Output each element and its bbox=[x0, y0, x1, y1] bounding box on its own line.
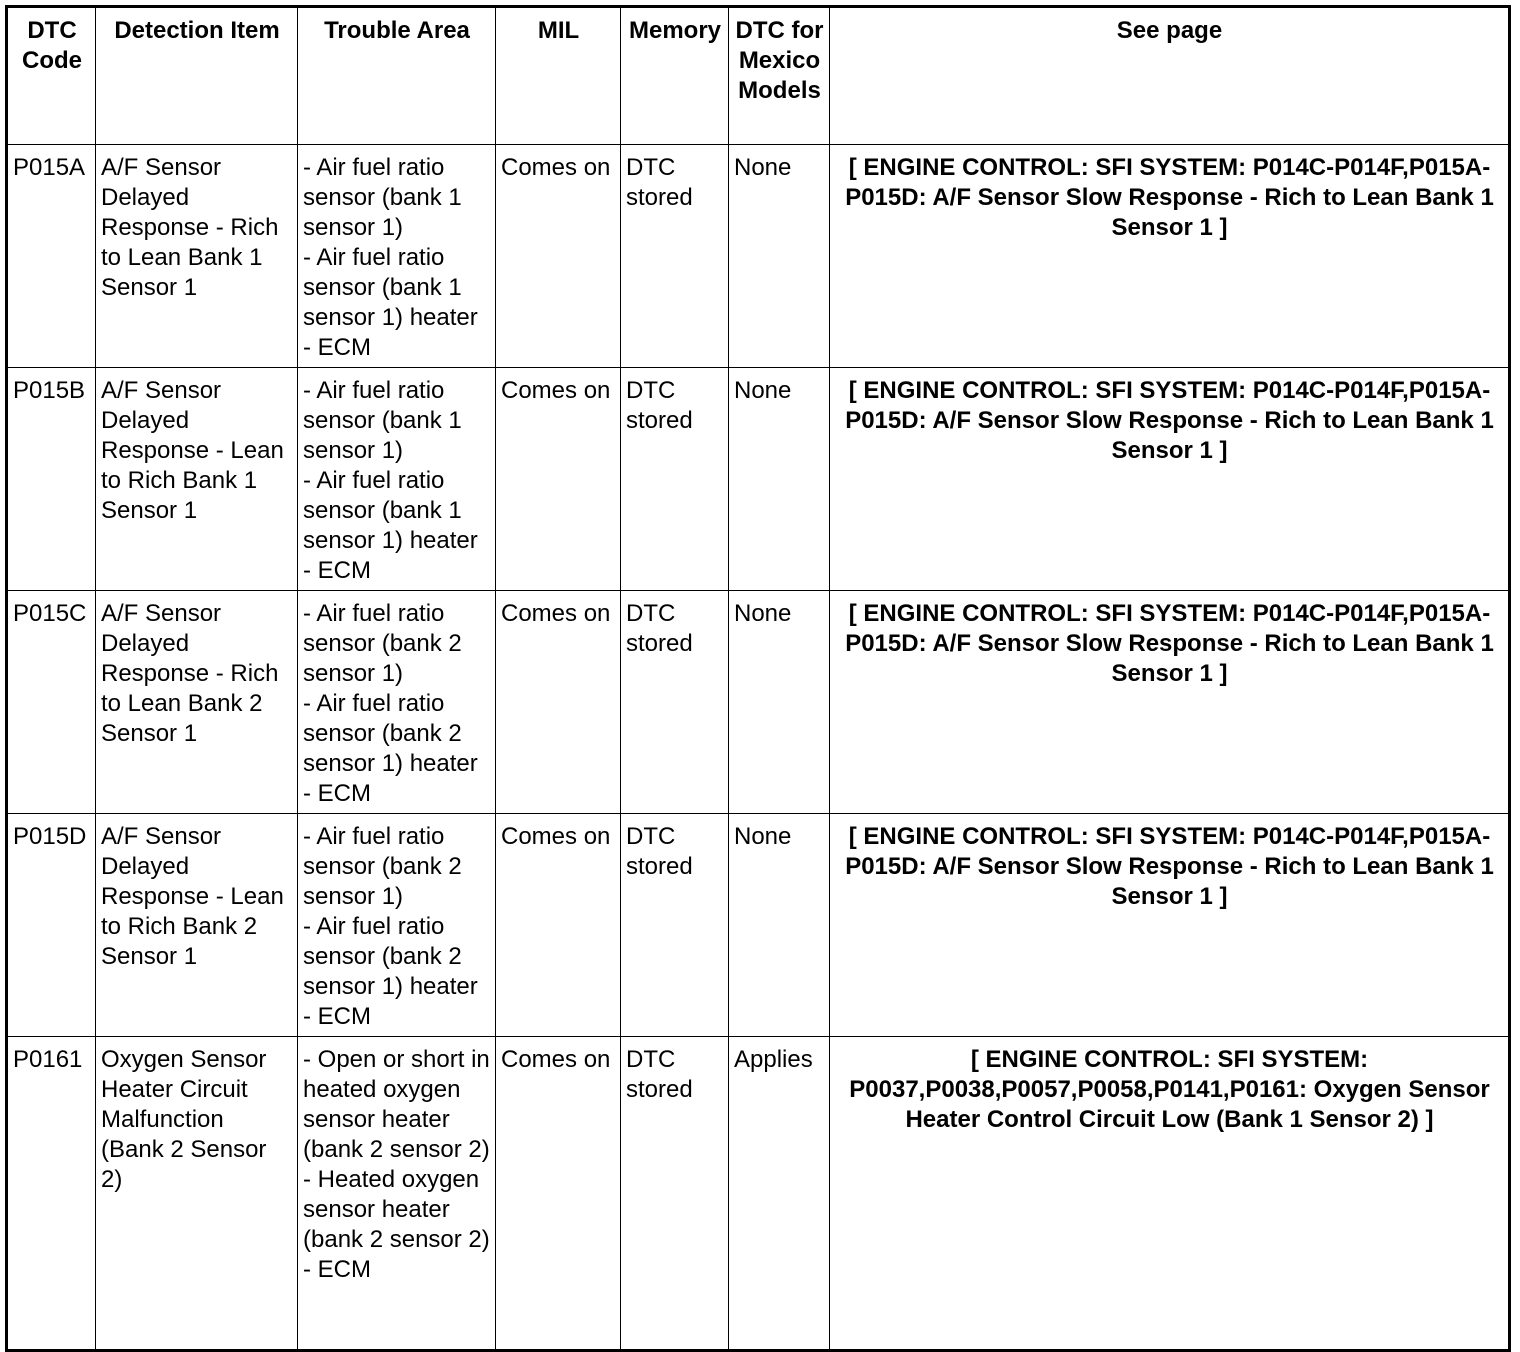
see-page-link[interactable]: [ ENGINE CONTROL: SFI SYSTEM: P014C-P014F,P015A-P015D: A/F Sensor Slow Response - Rich to Lean Bank 1 Sensor 1 ] bbox=[830, 591, 1510, 814]
see-page-link[interactable]: [ ENGINE CONTROL: SFI SYSTEM: P014C-P014F,P015A-P015D: A/F Sensor Slow Response - Rich to Lean Bank 1 Sensor 1 ] bbox=[830, 145, 1510, 368]
table-row bbox=[7, 145, 1510, 368]
mexico-cell: None bbox=[729, 591, 830, 814]
detection-item-cell: A/F Sensor Delayed Response - Lean to Rich Bank 2 Sensor 1 bbox=[96, 814, 298, 1037]
mexico-cell: None bbox=[729, 814, 830, 1037]
trouble-area-cell bbox=[298, 1037, 496, 1351]
dtc-table-wrapper bbox=[5, 5, 1511, 1352]
trouble-area-cell bbox=[298, 368, 496, 591]
detection-item-cell: Oxygen Sensor Heater Circuit Malfunction (Bank 2 Sensor 2) bbox=[96, 1037, 298, 1351]
memory-cell: DTC stored bbox=[621, 591, 729, 814]
dtc-code-cell: P015A bbox=[7, 145, 96, 368]
header-see-page: See page bbox=[830, 7, 1510, 145]
memory-cell: DTC stored bbox=[621, 145, 729, 368]
memory-cell: DTC stored bbox=[621, 368, 729, 591]
trouble-area-line: - Air fuel ratio sensor (bank 2 sensor 1) bbox=[303, 600, 462, 687]
trouble-area-line: - ECM bbox=[303, 780, 371, 807]
mexico-cell: None bbox=[729, 145, 830, 368]
header-detection-item: Detection Item bbox=[96, 7, 298, 145]
see-page-link[interactable]: [ ENGINE CONTROL: SFI SYSTEM: P014C-P014F,P015A-P015D: A/F Sensor Slow Response - Rich to Lean Bank 1 Sensor 1 ] bbox=[830, 814, 1510, 1037]
trouble-area-line: - Air fuel ratio sensor (bank 1 sensor 1) bbox=[303, 154, 462, 241]
table-header-row bbox=[7, 7, 1510, 145]
mil-cell: Comes on bbox=[496, 591, 621, 814]
trouble-area-line: - Open or short in heated oxygen sensor heater (bank 2 sensor 2) bbox=[303, 1046, 490, 1163]
detection-item-cell: A/F Sensor Delayed Response - Rich to Lean Bank 1 Sensor 1 bbox=[96, 145, 298, 368]
header-dtc-mexico: DTC for Mexico Models bbox=[729, 7, 830, 145]
mil-cell: Comes on bbox=[496, 145, 621, 368]
trouble-area-cell bbox=[298, 591, 496, 814]
dtc-code-cell: P015D bbox=[7, 814, 96, 1037]
table-row bbox=[7, 368, 1510, 591]
table-row bbox=[7, 814, 1510, 1037]
detection-item-cell: A/F Sensor Delayed Response - Lean to Rich Bank 1 Sensor 1 bbox=[96, 368, 298, 591]
trouble-area-line: - ECM bbox=[303, 1256, 371, 1283]
mexico-cell: None bbox=[729, 368, 830, 591]
trouble-area-line: - ECM bbox=[303, 1003, 371, 1030]
trouble-area-line: - Air fuel ratio sensor (bank 2 sensor 1) heater bbox=[303, 913, 478, 1000]
header-trouble-area: Trouble Area bbox=[298, 7, 496, 145]
trouble-area-line: - Air fuel ratio sensor (bank 1 sensor 1) heater bbox=[303, 244, 478, 331]
mil-cell: Comes on bbox=[496, 1037, 621, 1351]
trouble-area-cell bbox=[298, 145, 496, 368]
table-row bbox=[7, 591, 1510, 814]
see-page-link[interactable]: [ ENGINE CONTROL: SFI SYSTEM: P0037,P0038,P0057,P0058,P0141,P0161: Oxygen Sensor Heater Control Circuit Low (Bank 1 Sensor 2) ] bbox=[830, 1037, 1510, 1351]
trouble-area-line: - Heated oxygen sensor heater (bank 2 sensor 2) bbox=[303, 1166, 490, 1253]
memory-cell: DTC stored bbox=[621, 1037, 729, 1351]
dtc-code-cell: P0161 bbox=[7, 1037, 96, 1351]
header-dtc-code: DTC Code bbox=[7, 7, 96, 145]
memory-cell: DTC stored bbox=[621, 814, 729, 1037]
trouble-area-line: - Air fuel ratio sensor (bank 1 sensor 1) bbox=[303, 377, 462, 464]
mil-cell: Comes on bbox=[496, 368, 621, 591]
detection-item-cell: A/F Sensor Delayed Response - Rich to Lean Bank 2 Sensor 1 bbox=[96, 591, 298, 814]
trouble-area-line: - Air fuel ratio sensor (bank 2 sensor 1) bbox=[303, 823, 462, 910]
header-memory: Memory bbox=[621, 7, 729, 145]
mexico-cell: Applies bbox=[729, 1037, 830, 1351]
dtc-code-cell: P015C bbox=[7, 591, 96, 814]
see-page-link[interactable]: [ ENGINE CONTROL: SFI SYSTEM: P014C-P014F,P015A-P015D: A/F Sensor Slow Response - Rich to Lean Bank 1 Sensor 1 ] bbox=[830, 368, 1510, 591]
mil-cell: Comes on bbox=[496, 814, 621, 1037]
trouble-area-line: - ECM bbox=[303, 557, 371, 584]
header-mil: MIL bbox=[496, 7, 621, 145]
trouble-area-line: - Air fuel ratio sensor (bank 2 sensor 1) heater bbox=[303, 690, 478, 777]
trouble-area-cell bbox=[298, 814, 496, 1037]
table-row bbox=[7, 1037, 1510, 1351]
dtc-table bbox=[5, 5, 1511, 1352]
trouble-area-line: - Air fuel ratio sensor (bank 1 sensor 1) heater bbox=[303, 467, 478, 554]
dtc-code-cell: P015B bbox=[7, 368, 96, 591]
trouble-area-line: - ECM bbox=[303, 334, 371, 361]
